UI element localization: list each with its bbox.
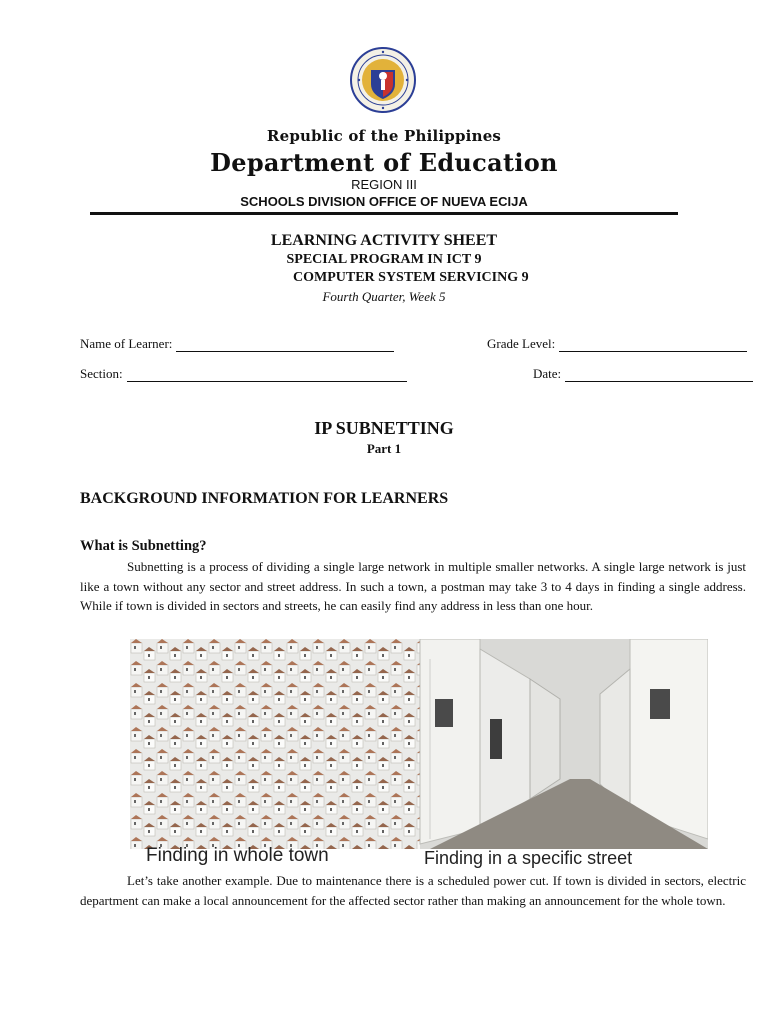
grade-level-label: Grade Level: xyxy=(487,336,556,351)
republic-line: Republic of the Philippines xyxy=(266,127,502,145)
division-line: SCHOOLS DIVISION OFFICE OF NUEVA ECIJA xyxy=(240,194,528,209)
town-vs-street-illustration xyxy=(130,639,708,871)
section-field[interactable] xyxy=(80,366,407,382)
section-label: Section: xyxy=(80,366,123,381)
grade-level-field[interactable] xyxy=(487,336,747,352)
section-blank[interactable] xyxy=(127,368,407,382)
learner-name-field[interactable] xyxy=(80,336,394,352)
sheet-program: SPECIAL PROGRAM IN ICT 9 xyxy=(286,252,482,267)
learner-name-blank[interactable] xyxy=(176,338,394,352)
subnetting-question-heading: What is Subnetting? xyxy=(80,538,207,554)
header-divider xyxy=(90,212,678,215)
sheet-title: LEARNING ACTIVITY SHEET xyxy=(270,232,498,249)
department-name: Department of Education xyxy=(210,148,558,177)
lesson-part: Part 1 xyxy=(366,441,402,456)
date-blank[interactable] xyxy=(565,368,753,382)
lesson-topic: IP SUBNETTING xyxy=(314,418,454,438)
grade-level-blank[interactable] xyxy=(559,338,747,352)
deped-seal-logo xyxy=(349,46,417,114)
background-heading: BACKGROUND INFORMATION FOR LEARNERS xyxy=(80,490,449,507)
sheet-quarter: Fourth Quarter, Week 5 xyxy=(322,289,446,304)
subnetting-paragraph: Subnetting is a process of dividing a single large network in multiple smaller networks. A single large network is just like a town without any sector and street address. In such a town, a postman may take 3 to 4 days in finding a single address. While if town is divided in sectors and streets, he can easily find any address in less than one hour. xyxy=(80,559,746,613)
region-line: REGION III xyxy=(351,177,417,192)
caption-specific-street: Finding in a specific street xyxy=(424,848,633,868)
caption-whole-town: Finding in whole town xyxy=(146,845,329,866)
date-label: Date: xyxy=(533,366,562,381)
sheet-course: COMPUTER SYSTEM SERVICING 9 xyxy=(293,270,529,285)
power-cut-example-paragraph: Let’s take another example. Due to maintenance there is a scheduled power cut. If town is divided in sectors, electric department can make a local announcement for the affected sector rather than making an announcement for the whole town. xyxy=(80,873,746,908)
learner-name-label: Name of Learner: xyxy=(80,336,173,351)
date-field[interactable] xyxy=(533,366,753,382)
